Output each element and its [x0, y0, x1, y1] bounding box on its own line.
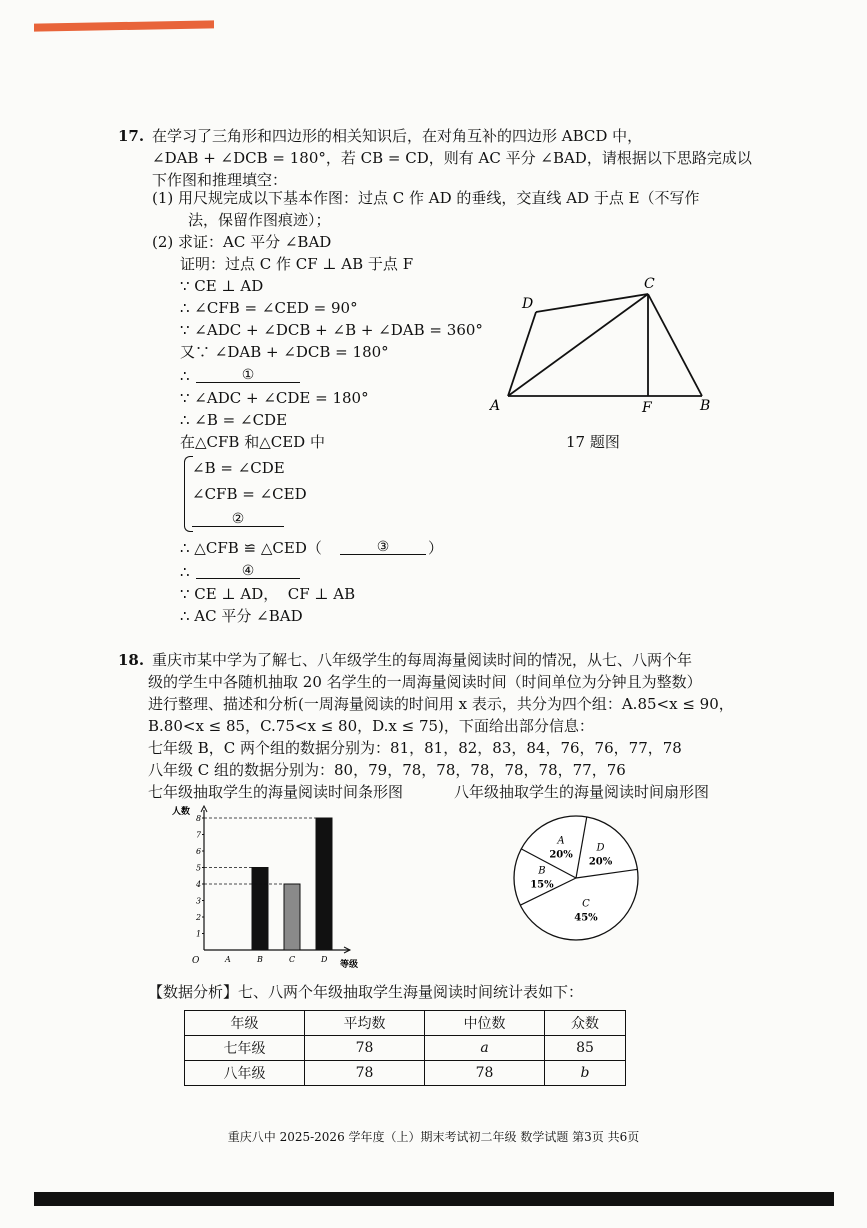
table-row [185, 1036, 626, 1061]
proof-line: ∵ CE ⊥ AD [180, 277, 264, 295]
pie-value-label: 15% [530, 879, 554, 891]
pie-label: D [596, 842, 605, 854]
y-tick-label: 1 [196, 929, 202, 939]
table-header: 中位数 [425, 1011, 545, 1036]
pie-value-label: 45% [574, 912, 598, 924]
table-header: 众数 [545, 1011, 626, 1036]
proof-line: ∴ [180, 367, 190, 385]
figure-caption: 17 题图 [566, 433, 620, 451]
y-tick-label: 2 [196, 913, 202, 922]
q18-line: 八年级 C 组的数据分别为：80，79，78，78，78，78，78，77，76 [148, 761, 626, 779]
pie-chart [508, 806, 648, 956]
q18-line: B.80<x ≤ 85，C.75<x ≤ 80，D.x ≤ 75)，下面给出部分信息： [148, 717, 594, 735]
table-cell: 78 [305, 1036, 425, 1061]
y-tick-label: 8 [196, 814, 202, 823]
q18-line: 重庆市某中学为了解七、八年级学生的每周海量阅读时间的情况，从七、八两个年 [152, 651, 693, 669]
q17-stem-line3: 下作图和推理填空： [152, 171, 288, 189]
q17-figure [480, 270, 740, 430]
table-header: 平均数 [305, 1011, 425, 1036]
x-tick-label: D [321, 955, 328, 964]
page-footer: 重庆八中 2025-2026 学年度（上）期末考试初二年级 数学试题 第3页 共6页 [227, 1130, 640, 1144]
table-header: 年级 [185, 1011, 305, 1036]
q18-line: 七年级 B，C 两个组的数据分别为：81，81，82，83，84，76，76，77，78 [148, 739, 682, 757]
system-line: ∠B = ∠CDE [192, 459, 285, 477]
table-cell: 七年级 [185, 1036, 305, 1061]
scan-edge-bottom [34, 1192, 834, 1206]
point-label: B [700, 398, 711, 414]
point-label: C [644, 276, 655, 292]
q17-stem-line1: 在学习了三角形和四边形的相关知识后，在对角互补的四边形 ABCD 中， [152, 127, 643, 145]
bar-chart [166, 800, 366, 970]
proof-line: 在△CFB 和△CED 中 [180, 433, 325, 451]
q18-line: 级的学生中各随机抽取 20 名学生的一周海量阅读时间（时间单位为分钟且为整数） [148, 673, 702, 691]
proof-conclusion: ∴ AC 平分 ∠BAD [180, 607, 303, 625]
q17-stem-line2: ∠DAB + ∠DCB = 180°，若 CB = CD，则有 AC 平分 ∠BAD，请根据以下思路完成以 [152, 149, 752, 167]
analysis-title: 【数据分析】七、八两个年级抽取学生海量阅读时间统计表如下： [148, 983, 584, 1001]
y-tick-label: 3 [196, 896, 202, 906]
blank-3[interactable]: ③ [340, 540, 426, 555]
y-tick-label: 6 [196, 847, 202, 856]
table-cell: 78 [305, 1061, 425, 1086]
table-cell: b [545, 1061, 626, 1086]
table-cell: 八年级 [185, 1061, 305, 1086]
pie-chart-title: 八年级抽取学生的海量阅读时间扇形图 [454, 783, 710, 801]
table-cell: 78 [425, 1061, 545, 1086]
pie-label: A [557, 835, 565, 847]
proof-since: ∵ CE ⊥ AD， CF ⊥ AB [180, 585, 356, 603]
y-tick-label: 5 [196, 863, 202, 873]
q17-part1-line1: (1) 用尺规完成以下基本作图：过点 C 作 AD 的垂线，交直线 AD 于点 E（不写作 [152, 189, 700, 207]
system-line: ∠CFB = ∠CED [192, 485, 307, 503]
table-header-row [185, 1011, 626, 1036]
segment-cb [648, 294, 702, 396]
blank-4[interactable]: ④ [196, 564, 300, 579]
pie-value-label: 20% [549, 849, 573, 861]
proof-line: ∴ ∠B = ∠CDE [180, 411, 288, 429]
congruence-close: ） [428, 539, 444, 557]
segment-ad [508, 312, 536, 396]
table-cell: a [425, 1036, 545, 1061]
point-label: F [642, 400, 652, 416]
pie-value-label: 20% [588, 856, 613, 868]
segment-dc [536, 294, 648, 312]
x-axis-label: 等级 [340, 960, 359, 970]
therefore-4: ∴ [180, 563, 190, 581]
bar-B [252, 868, 268, 951]
table-row [185, 1061, 626, 1086]
proof-line: ∴ ∠CFB = ∠CED = 90° [180, 299, 358, 317]
point-label: D [522, 296, 534, 312]
q18-line: 进行整理、描述和分析(一周海量阅读的时间用 x 表示，共分为四个组：A.85<x ≤ 90， [148, 695, 734, 713]
pie-label: C [582, 898, 590, 910]
point-label: A [490, 398, 501, 414]
y-axis-label: 人数 [172, 807, 191, 817]
origin-label: O [192, 956, 200, 966]
x-tick-label: A [225, 955, 231, 964]
q17-part1-line2: 法，保留作图痕迹）； [188, 211, 331, 229]
q17-part2: (2) 求证：AC 平分 ∠BAD [152, 233, 332, 251]
blank-1[interactable]: ① [196, 368, 300, 383]
y-tick-label: 4 [196, 880, 202, 889]
proof-line: ∵ ∠ADC + ∠DCB + ∠B + ∠DAB = 360° [180, 321, 483, 339]
congruence-line: ∴ △CFB ≌ △CED（ [180, 539, 322, 557]
pie-label: B [538, 865, 546, 877]
bar-chart-title: 七年级抽取学生的海量阅读时间条形图 [148, 783, 404, 801]
y-tick-label: 7 [196, 830, 202, 840]
q17-number: 17. [118, 127, 145, 145]
proof-line: ∵ ∠ADC + ∠CDE = 180° [180, 389, 369, 407]
stats-table [184, 1010, 626, 1086]
proof-line: 又∵ ∠DAB + ∠DCB = 180° [180, 343, 389, 361]
blank-2[interactable]: ② [192, 512, 284, 527]
bar-D [316, 818, 332, 950]
proof-line: 证明：过点 C 作 CF ⊥ AB 于点 F [180, 255, 414, 273]
bar-C [284, 884, 300, 950]
scan-edge-top [34, 20, 214, 31]
table-cell: 85 [545, 1036, 626, 1061]
x-tick-label: B [257, 955, 263, 964]
x-tick-label: C [289, 955, 296, 964]
q18-number: 18. [118, 651, 145, 669]
